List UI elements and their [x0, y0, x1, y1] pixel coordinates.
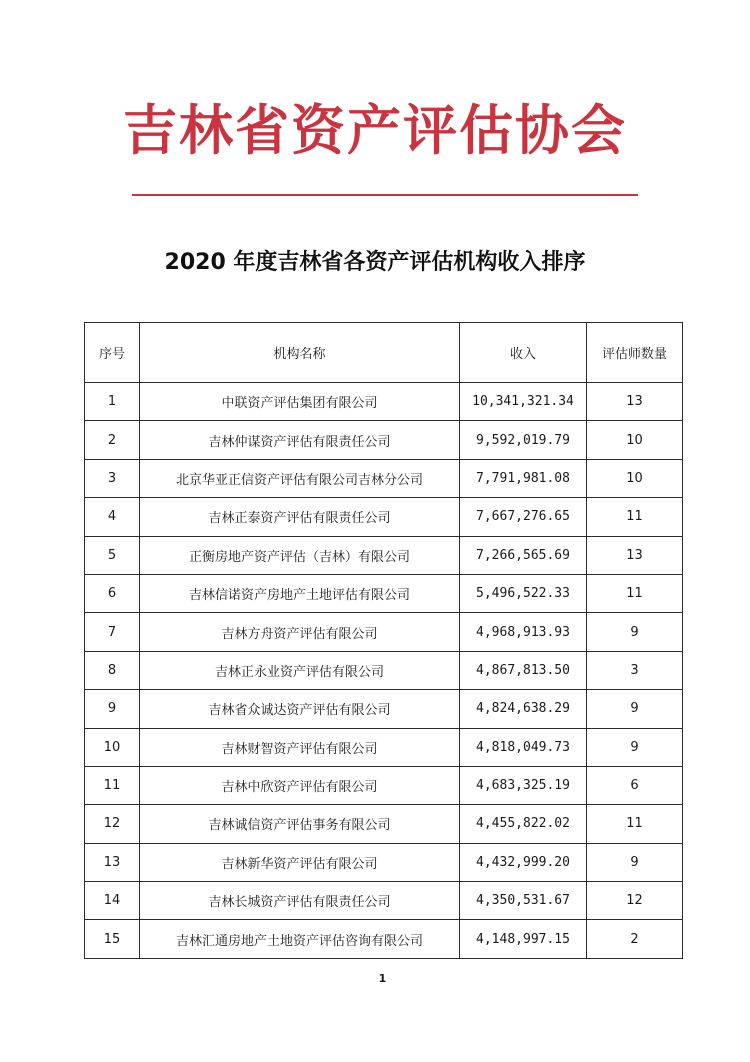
- cell-rank: 7: [85, 613, 140, 651]
- table-row: [85, 882, 683, 920]
- table-row: [85, 459, 683, 497]
- cell-appraisers: 11: [587, 805, 683, 843]
- cell-income: 9,592,019.79: [460, 421, 587, 459]
- table-row: [85, 574, 683, 612]
- cell-rank: 14: [85, 882, 140, 920]
- cell-income: 7,266,565.69: [460, 536, 587, 574]
- cell-income: 4,455,822.02: [460, 805, 587, 843]
- cell-rank: 13: [85, 843, 140, 881]
- table-row: [85, 613, 683, 651]
- cell-name: 吉林省众诚达资产评估有限公司: [140, 690, 460, 728]
- cell-income: 4,350,531.67: [460, 882, 587, 920]
- table-row: [85, 805, 683, 843]
- cell-appraisers: 9: [587, 613, 683, 651]
- cell-appraisers: 3: [587, 651, 683, 689]
- table-row: [85, 421, 683, 459]
- cell-name: 北京华亚正信资产评估有限公司吉林分公司: [140, 459, 460, 497]
- cell-appraisers: 11: [587, 574, 683, 612]
- cell-appraisers: 9: [587, 843, 683, 881]
- cell-name: 中联资产评估集团有限公司: [140, 383, 460, 421]
- cell-appraisers: 11: [587, 498, 683, 536]
- cell-rank: 9: [85, 690, 140, 728]
- cell-appraisers: 9: [587, 690, 683, 728]
- cell-rank: 1: [85, 383, 140, 421]
- cell-income: 5,496,522.33: [460, 574, 587, 612]
- table-row: [85, 766, 683, 804]
- cell-rank: 8: [85, 651, 140, 689]
- cell-income: 4,867,813.50: [460, 651, 587, 689]
- header-name: 机构名称: [140, 323, 460, 383]
- header-appraisers: 评估师数量: [587, 323, 683, 383]
- cell-appraisers: 2: [587, 920, 683, 958]
- cell-income: 4,432,999.20: [460, 843, 587, 881]
- cell-name: 吉林汇通房地产土地资产评估咨询有限公司: [140, 920, 460, 958]
- cell-name: 吉林正永业资产评估有限公司: [140, 651, 460, 689]
- cell-name: 吉林正泰资产评估有限责任公司: [140, 498, 460, 536]
- cell-name: 吉林财智资产评估有限公司: [140, 728, 460, 766]
- cell-name: 正衡房地产资产评估（吉林）有限公司: [140, 536, 460, 574]
- cell-appraisers: 12: [587, 882, 683, 920]
- cell-name: 吉林信诺资产房地产土地评估有限公司: [140, 574, 460, 612]
- table-row: [85, 651, 683, 689]
- cell-name: 吉林新华资产评估有限公司: [140, 843, 460, 881]
- cell-appraisers: 9: [587, 728, 683, 766]
- cell-appraisers: 13: [587, 536, 683, 574]
- cell-income: 7,791,981.08: [460, 459, 587, 497]
- document-title: 2020 年度吉林省各资产评估机构收入排序: [164, 250, 586, 275]
- cell-rank: 15: [85, 920, 140, 958]
- cell-rank: 11: [85, 766, 140, 804]
- table-row: [85, 498, 683, 536]
- cell-appraisers: 10: [587, 459, 683, 497]
- cell-rank: 10: [85, 728, 140, 766]
- cell-income: 4,148,997.15: [460, 920, 587, 958]
- table-row: [85, 920, 683, 958]
- cell-name: 吉林方舟资产评估有限公司: [140, 613, 460, 651]
- cell-income: 4,968,913.93: [460, 613, 587, 651]
- cell-income: 4,824,638.29: [460, 690, 587, 728]
- cell-name: 吉林中欣资产评估有限公司: [140, 766, 460, 804]
- page-number: 1: [378, 972, 387, 985]
- header-income: 收入: [460, 323, 587, 383]
- cell-appraisers: 6: [587, 766, 683, 804]
- cell-income: 4,683,325.19: [460, 766, 587, 804]
- cell-income: 4,818,049.73: [460, 728, 587, 766]
- cell-name: 吉林诚信资产评估事务有限公司: [140, 805, 460, 843]
- header-rank: 序号: [85, 323, 140, 383]
- cell-income: 10,341,321.34: [460, 383, 587, 421]
- cell-rank: 12: [85, 805, 140, 843]
- table-row: [85, 536, 683, 574]
- cell-appraisers: 10: [587, 421, 683, 459]
- cell-rank: 5: [85, 536, 140, 574]
- table-row: [85, 690, 683, 728]
- cell-rank: 6: [85, 574, 140, 612]
- cell-name: 吉林长城资产评估有限责任公司: [140, 882, 460, 920]
- cell-name: 吉林仲谋资产评估有限责任公司: [140, 421, 460, 459]
- table-header-row: [85, 323, 683, 383]
- cell-income: 7,667,276.65: [460, 498, 587, 536]
- letterhead-org-name: 吉林省资产评估协会: [123, 99, 627, 162]
- cell-appraisers: 13: [587, 383, 683, 421]
- letterhead-divider: [132, 194, 638, 196]
- cell-rank: 3: [85, 459, 140, 497]
- table-row: [85, 843, 683, 881]
- table-row: [85, 383, 683, 421]
- cell-rank: 2: [85, 421, 140, 459]
- cell-rank: 4: [85, 498, 140, 536]
- income-ranking-table: [84, 322, 683, 959]
- table-row: [85, 728, 683, 766]
